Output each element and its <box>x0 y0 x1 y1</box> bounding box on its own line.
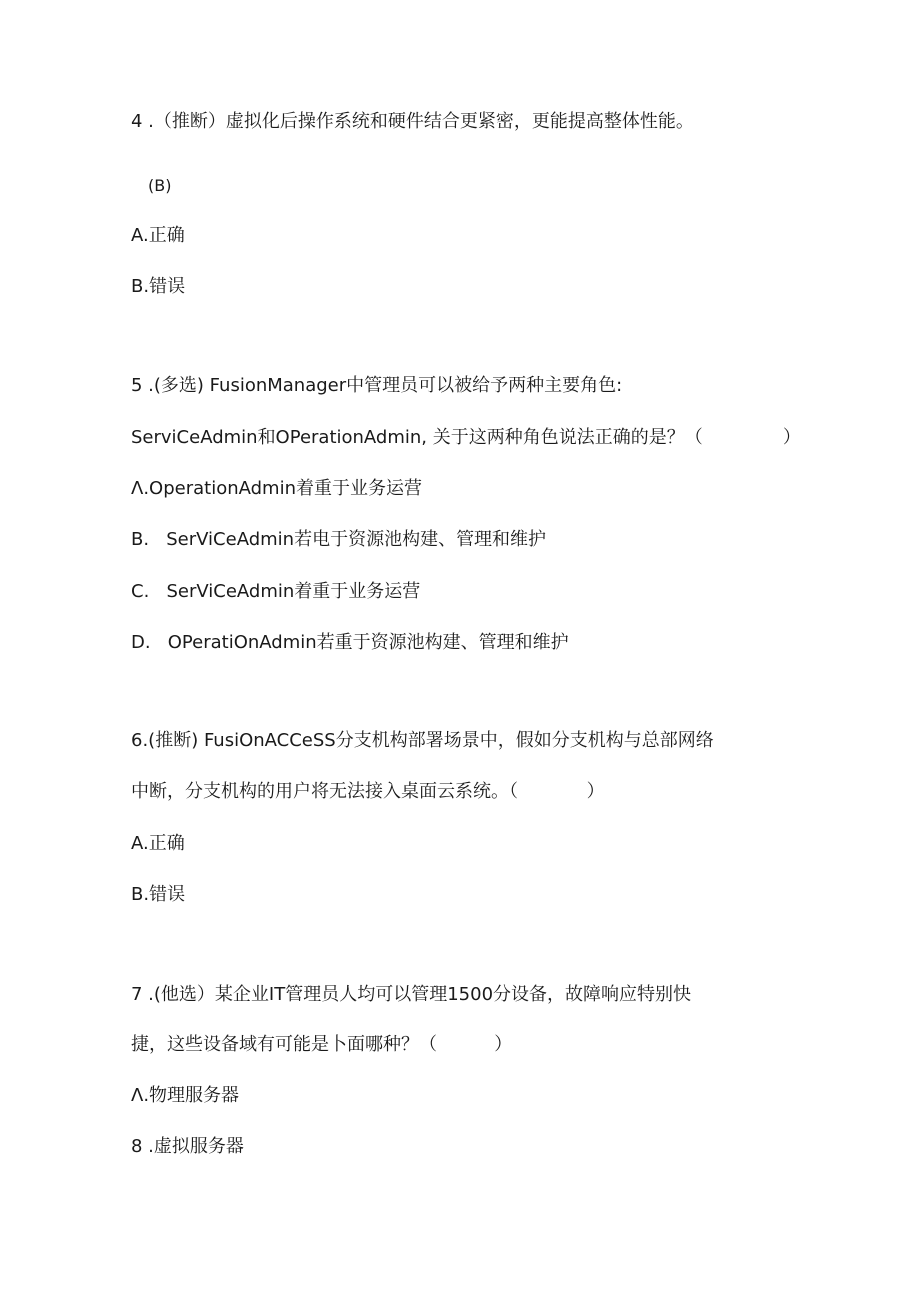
q5-question: 5 .(多选) FusionManager中管理员可以被给予两种主要角色: <box>131 375 623 396</box>
q4-option-b: B.错误 <box>131 276 186 297</box>
q7-question-cont: 捷，这些设备域有可能是卜面哪种？（ ） <box>131 1034 513 1055</box>
q4-question: 4 .（推断）虚拟化后操作系统和硬件结合更紧密，更能提高整体性能。 <box>131 111 694 132</box>
q6-question: 6.(推断) FusiOnACCeSS分支机构部署场景中，假如分支机构与总部网络 <box>131 730 714 751</box>
q6-option-a: A.正确 <box>131 833 185 854</box>
q6-option-b: B.错误 <box>131 884 186 905</box>
q7-question: 7 .(他选）某企业IT管理员人均可以管理1500分设备，故障响应特别快 <box>131 984 692 1005</box>
q5-option-d: D. OPeratiOnAdmin若重于资源池构建、管理和维护 <box>131 632 569 653</box>
q7-option-a: Λ.物理服务器 <box>131 1085 240 1106</box>
q6-question-cont: 中断，分支机构的用户将无法接入桌面云系统。（ ） <box>131 781 605 802</box>
q5-question-cont: ServiCeAdmin和OPerationAdmin, 关于这两种角色说法正确的是？（ ） <box>131 427 801 448</box>
q7-option-b: 8 .虚拟服务器 <box>131 1136 244 1157</box>
q4-option-a: A.正确 <box>131 225 185 246</box>
q5-option-b: B. SerViCeAdmin若电于资源池构建、管理和维护 <box>131 529 547 550</box>
q5-option-a: Λ.OperationAdmin着重于业务运营 <box>131 478 422 499</box>
q5-option-c: C. SerViCeAdmin着重于业务运营 <box>131 581 421 602</box>
q4-answer: (B) <box>148 176 172 195</box>
